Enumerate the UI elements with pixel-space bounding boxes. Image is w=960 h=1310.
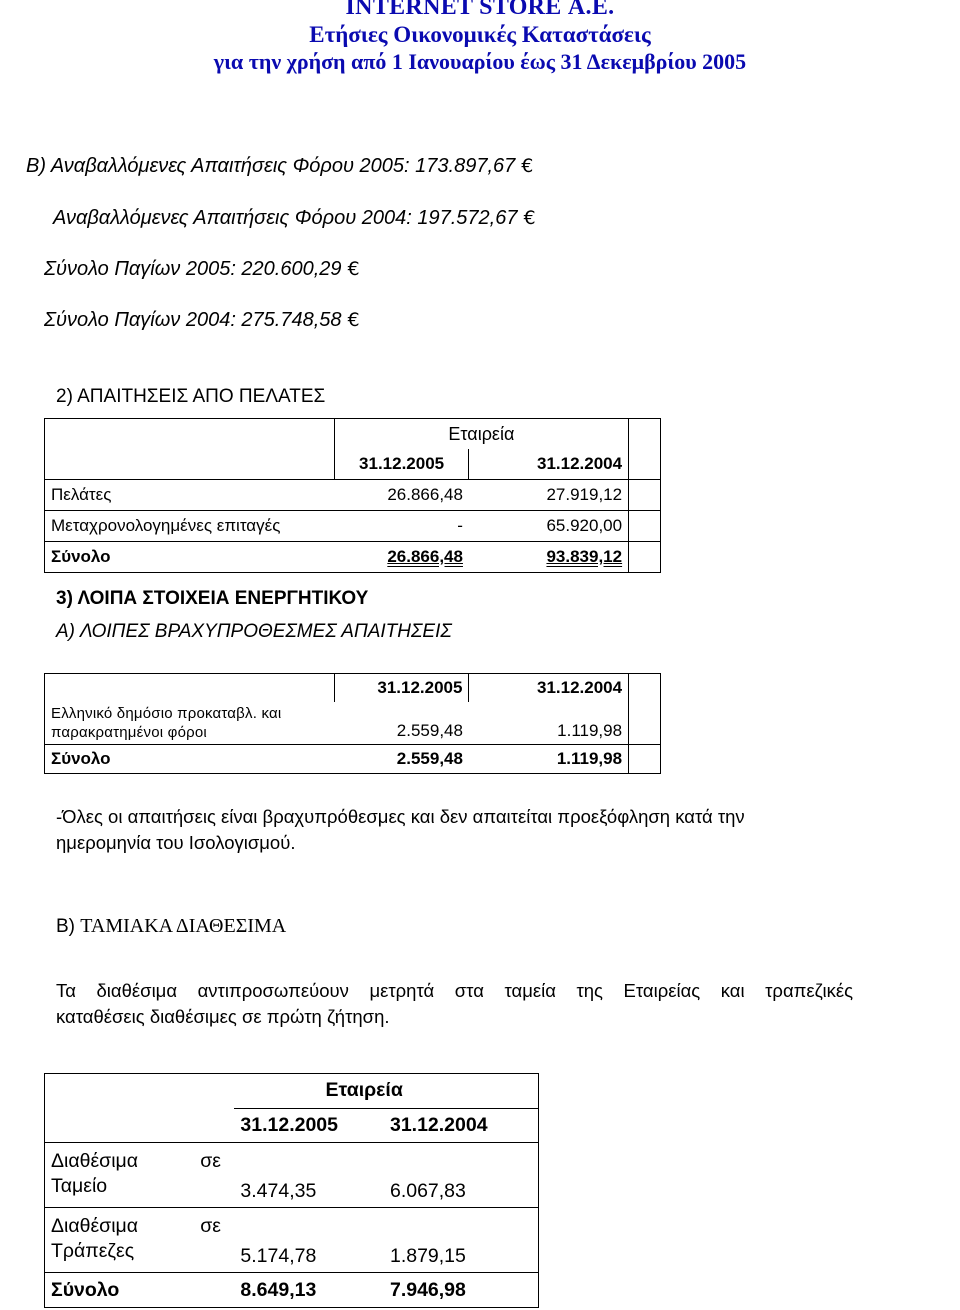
deferred-tax-2004-line bbox=[53, 207, 536, 230]
col-2005-header: 31.12.2005 bbox=[334, 674, 469, 703]
deferred-tax-2005-text: Β) Αναβαλλόμενες Απαιτήσεις Φόρου 2005: 173.897,67 bbox=[26, 155, 516, 177]
col-2005-header: 31.12.2005 bbox=[334, 449, 469, 480]
row-label-line-2: Τράπεζες bbox=[51, 1240, 135, 1262]
fixed-assets-2004-text: Σύνολο Παγίων 2004: 275.748,58 bbox=[44, 309, 342, 331]
row-label-line-1 bbox=[51, 1149, 221, 1174]
table-row bbox=[45, 511, 661, 542]
euro-icon: € bbox=[521, 155, 534, 177]
company-column-group: Εταιρεία bbox=[325, 1079, 403, 1102]
total-2005: 8.649,13 bbox=[234, 1273, 384, 1308]
cash-section-title bbox=[56, 915, 286, 938]
section3-title: 3) ΛΟΙΠΑ ΣΤΟΙΧΕΙΑ ΕΝΕΡΓΗΤΙΚΟΥ bbox=[56, 588, 369, 609]
company-column-group: Εταιρεία bbox=[334, 419, 628, 450]
deferred-tax-2005-line bbox=[26, 155, 533, 178]
period-line: για την χρήση από 1 Ιανουαρίου έως 31 Δεκεμβρίου 2005 bbox=[213, 49, 747, 74]
row-label-word: Διαθέσιμα bbox=[51, 1215, 139, 1237]
row-label bbox=[45, 1143, 235, 1208]
row-label-line-2: παρακρατημένοι φόροι bbox=[51, 724, 207, 741]
cash-paragraph-line-2: καταθέσεις διαθέσιμες σε πρώτη ζήτηση. bbox=[56, 1006, 390, 1027]
receivables-note-line-2: ημερομηνία του Ισολογισμού. bbox=[56, 832, 296, 853]
cash-table bbox=[44, 1073, 539, 1308]
col-2005-header: 31.12.2005 bbox=[234, 1108, 384, 1143]
euro-icon: € bbox=[523, 207, 536, 229]
fixed-assets-2005-line bbox=[44, 258, 360, 281]
table-row bbox=[45, 480, 661, 511]
total-label: Σύνολο bbox=[45, 542, 335, 573]
total-label: Σύνολο bbox=[45, 745, 335, 774]
col-2004-header: 31.12.2004 bbox=[384, 1108, 539, 1143]
row-label-word: Διαθέσιμα bbox=[51, 1150, 139, 1172]
row-label-line-1 bbox=[51, 1214, 221, 1239]
value-2004: 1.119,98 bbox=[557, 721, 623, 740]
row-label-line-1: Ελληνικό δημόσιο προκαταβλ. και bbox=[51, 705, 282, 722]
value-2004: 1.879,15 bbox=[384, 1208, 539, 1273]
value-2005: 3.474,35 bbox=[234, 1143, 384, 1208]
total-2004: 93.839,12 bbox=[546, 547, 623, 566]
col-2004-header: 31.12.2004 bbox=[469, 674, 629, 703]
table-row bbox=[45, 1208, 539, 1273]
row-label-word: σε bbox=[200, 1215, 221, 1237]
total-row bbox=[45, 745, 661, 774]
company-title: INTERNET STORE Α.Ε. bbox=[345, 0, 615, 20]
total-2004: 1.119,98 bbox=[469, 745, 629, 774]
document-subtitle: Ετήσιες Οικονομικές Καταστάσεις bbox=[309, 22, 651, 47]
receivables-note-line-1: -Όλες οι απαιτήσεις είναι βραχυπρόθεσμες και δεν απαιτείται προεξόφληση κατά την bbox=[56, 806, 745, 827]
row-label: Πελάτες bbox=[45, 480, 335, 511]
table-row bbox=[45, 1143, 539, 1208]
deferred-tax-2004-text: Αναβαλλόμενες Απαιτήσεις Φόρου 2004: 197.572,67 bbox=[53, 207, 518, 229]
euro-icon: € bbox=[347, 309, 360, 331]
value-2004: 6.067,83 bbox=[384, 1143, 539, 1208]
customer-receivables-table bbox=[44, 418, 661, 573]
table-header-row bbox=[45, 674, 661, 703]
row-label-line-2: Ταμείο bbox=[51, 1175, 108, 1197]
row-label-word: σε bbox=[200, 1150, 221, 1172]
total-2005: 2.559,48 bbox=[334, 745, 469, 774]
row-label bbox=[45, 702, 335, 745]
cash-title-prefix: Β) bbox=[56, 916, 75, 937]
section3-subtitle: Α) ΛΟΙΠΕΣ ΒΡΑΧΥΠΡΟΘΕΣΜΕΣ ΑΠΑΙΤΗΣΕΙΣ bbox=[56, 621, 452, 642]
table-header-row bbox=[45, 419, 661, 450]
row-label: Μεταχρονολογημένες επιταγές bbox=[45, 511, 335, 542]
total-row bbox=[45, 542, 661, 573]
fixed-assets-2004-line bbox=[44, 309, 360, 332]
table-header-row bbox=[45, 449, 661, 480]
table-header-row bbox=[45, 1108, 539, 1143]
cash-title-text: ΤΑΜΙΑΚΑ ΔΙΑΘΕΣΙΜΑ bbox=[80, 915, 287, 937]
row-label bbox=[45, 1208, 235, 1273]
total-label: Σύνολο bbox=[45, 1273, 235, 1308]
total-2005: 26.866,48 bbox=[387, 547, 463, 566]
cash-paragraph-line-1: Τα διαθέσιμα αντιπροσωπεύουν μετρητά στα ταμεία της Εταιρείας και τραπεζικές bbox=[56, 980, 853, 1001]
table-header-row bbox=[45, 1074, 539, 1109]
euro-icon: € bbox=[347, 258, 360, 280]
total-2004: 7.946,98 bbox=[384, 1273, 539, 1308]
table-row bbox=[45, 702, 661, 745]
section2-title: 2) ΑΠΑΙΤΗΣΕΙΣ ΑΠΟ ΠΕΛΑΤΕΣ bbox=[56, 386, 326, 407]
col-2004-header: 31.12.2004 bbox=[469, 449, 629, 480]
value-2005: - bbox=[334, 511, 469, 542]
total-row bbox=[45, 1273, 539, 1308]
value-2005: 2.559,48 bbox=[396, 721, 463, 740]
fixed-assets-2005-text: Σύνολο Παγίων 2005: 220.600,29 bbox=[44, 258, 342, 280]
other-receivables-table bbox=[44, 673, 661, 774]
value-2004: 27.919,12 bbox=[469, 480, 629, 511]
value-2005: 5.174,78 bbox=[234, 1208, 384, 1273]
value-2004: 65.920,00 bbox=[469, 511, 629, 542]
value-2005: 26.866,48 bbox=[334, 480, 469, 511]
